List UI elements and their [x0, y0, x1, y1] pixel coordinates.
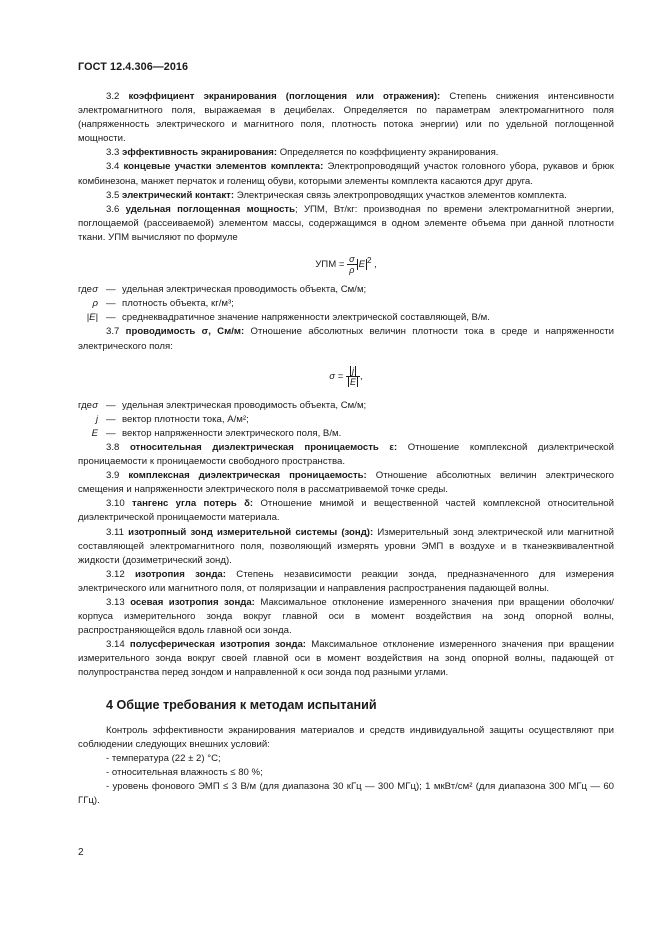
- where-symbol: σ: [92, 284, 98, 296]
- fraction-numerator: [346, 366, 360, 377]
- where-dash: —: [106, 284, 116, 296]
- clause-text: Максимальное отклонение измеренного значения при вращении оболочки/корпуса измерительного зонда вокруг главной оси в момент воздействия на зонд опорной волны, распространяющейся вдоль главной оси зонда.: [78, 596, 614, 637]
- clause-term: полусферическая изотропия зонда:: [129, 639, 306, 651]
- clause-term: проводимость σ, См/м:: [125, 326, 245, 338]
- where-symbol: σ: [92, 399, 98, 411]
- where-symbol: |E|: [86, 312, 98, 324]
- clause-3-4: [78, 160, 614, 188]
- clause-term: концевые участки элементов комплекта:: [123, 161, 324, 173]
- formula-exponent: 2: [366, 256, 372, 266]
- clause-number: 3.12: [106, 568, 125, 580]
- clause-number: 3.2: [106, 91, 120, 102]
- clause-text: Отношение мнимой и вещественной частей комплексной относительной диэлектрической проницаемости материала.: [78, 498, 614, 524]
- clause-3-10: [78, 497, 614, 525]
- clause-3-9: [78, 469, 614, 497]
- clause-3-12: [78, 568, 614, 596]
- clause-3-11: [78, 526, 614, 568]
- formula-expression: [329, 366, 362, 387]
- clause-3-14: [78, 638, 614, 680]
- formula-tail: ,: [374, 259, 377, 271]
- where-symbol: j: [95, 413, 98, 425]
- formula-equals: =: [337, 370, 344, 382]
- clause-3-2: [78, 90, 614, 146]
- clause-number: 3.4: [106, 161, 120, 173]
- clause-term: электрический контакт:: [122, 189, 235, 201]
- fraction-denominator: [346, 377, 360, 387]
- clause-term: коэффициент экранирования (поглощения или отражения):: [128, 91, 441, 102]
- clause-3-13: [78, 596, 614, 638]
- clause-number: 3.7: [106, 326, 120, 338]
- clause-text: Отношение абсолютных величин электрического смещения и напряженности электрического поля в рассматриваемой точке среды.: [78, 470, 615, 496]
- formula-fraction: [347, 254, 356, 275]
- abs-current-density: j: [352, 365, 355, 376]
- formula-equals: =: [338, 259, 345, 271]
- clause-term: тангенс угла потерь δ:: [132, 498, 254, 510]
- where-row: [78, 413, 614, 427]
- clause-term: удельная поглощенная мощность: [125, 203, 295, 215]
- where-dash: —: [106, 413, 116, 425]
- condition-item: - температура (22 ± 2) °С;: [106, 752, 221, 764]
- clause-text: Определяется по коэффициенту экранирования.: [277, 147, 499, 159]
- where-row: [78, 311, 614, 325]
- formula-fraction: [346, 366, 360, 387]
- clause-text: Электрическая связь электропроводящих участков элементов комплекта.: [234, 189, 567, 201]
- where-lead: где: [78, 399, 93, 411]
- where-row: [78, 297, 614, 311]
- clause-number: 3.6: [106, 203, 120, 215]
- where-symbol: ρ: [92, 298, 98, 310]
- clause-term: комплексная диэлектрическая проницаемость:: [128, 470, 367, 482]
- where-text: плотность объекта, кг/м³;: [122, 298, 234, 310]
- clause-3-7: [78, 325, 614, 353]
- clause-number: 3.10: [106, 498, 125, 510]
- where-dash: —: [106, 427, 116, 439]
- fraction-numerator: σ: [349, 254, 355, 265]
- where-text: вектор плотности тока, А/м²;: [122, 413, 249, 425]
- clause-text: Максимальное отклонение измеренного значения при вращении измерительного зонда вокруг своей главной оси в момент воздействия на зонд опорной волны, падающей от полупространства перед зондом и направленной к оси зонда под разными углами.: [78, 639, 614, 679]
- formula-abs-var: E: [358, 259, 365, 271]
- formula-sar: [78, 254, 614, 275]
- fraction-denominator: ρ: [349, 265, 355, 276]
- clause-number: 3.9: [106, 470, 120, 482]
- document-header: ГОСТ 12.4.306—2016: [78, 61, 189, 73]
- where-lead: где: [78, 284, 93, 296]
- clause-number: 3.3: [106, 147, 120, 159]
- where-list-1: [78, 283, 614, 325]
- clause-text: ; УПМ, Вт/кг: производная по времени электромагнитной энергии, поглощаемой (рассеиваемой) элементом массы, содержащимся в одном элементе объема при данной плотности ткани. УПМ вычисляют по формуле: [78, 203, 614, 243]
- clause-text: Измерительный зонд электрической или магнитной составляющей электромагнитного поля, позволяющий измерять уровни ЭМП в воздухе и в тканеэквивалентной жидкости (дозиметрический зонд).: [78, 526, 615, 566]
- clause-term: изотропный зонд измерительной системы (зонд):: [128, 526, 374, 538]
- document-body: [78, 90, 614, 808]
- where-text: вектор напряженности электрического поля, В/м.: [122, 427, 342, 439]
- where-row: [78, 283, 614, 297]
- condition-item: - уровень фонового ЭМП ≤ 3 В/м (для диапазона 30 кГц — 300 МГц); 1 мкВт/см² (для диапазона 300 МГц — 60 ГГц).: [78, 781, 614, 807]
- formula-tail: ,: [360, 370, 363, 382]
- clause-text: Степень снижения интенсивности электромагнитного поля, выражаемая в децибелах. Определяется по параметрам электромагнитного поля (напряженность электрического и магнитного поля, плотность потока энергии) или по удельной поглощенной мощности.: [78, 91, 614, 145]
- where-text: среднеквадратичное значение напряженности электрической составляющей, В/м.: [122, 312, 490, 324]
- abs-field-strength: E: [350, 376, 357, 387]
- clause-text: Степень независимости реакции зонда, предназначенного для измерения электрического или магнитного поля, от поляризации и направления распространения падающей волны.: [78, 568, 614, 594]
- clause-text: Электропроводящий участок головного убора, рукавов и брюк комбинезона, манжет перчаток и голенищ обуви, которыми элементы комплекта касаются друг друга.: [78, 161, 615, 187]
- where-symbol: E: [91, 427, 98, 439]
- where-row: [78, 399, 614, 413]
- clause-number: 3.8: [106, 441, 120, 453]
- where-dash: —: [106, 399, 116, 411]
- section-4-intro: Контроль эффективности экранирования материалов и средств индивидуальной защиты осуществляют при соблюдении следующих внешних условий:: [78, 724, 614, 750]
- formula-lhs: σ: [329, 370, 336, 382]
- page-number: 2: [78, 847, 84, 858]
- clause-number: 3.11: [106, 526, 124, 538]
- clause-term: относительная диэлектрическая проницаемость ε:: [129, 441, 398, 453]
- clause-3-6: [78, 203, 614, 245]
- where-row: [78, 427, 614, 441]
- clause-number: 3.13: [106, 596, 125, 608]
- clause-text: Отношение комплексной диэлектрической проницаемости к проницаемости свободного пространства.: [78, 441, 614, 468]
- clause-term: осевая изотропия зонда:: [130, 596, 255, 608]
- where-text: удельная электрическая проводимость объекта, См/м;: [122, 284, 367, 296]
- formula-conductivity: [78, 366, 614, 387]
- section-4-heading: 4 Общие требования к методам испытаний: [106, 697, 377, 712]
- where-dash: —: [106, 298, 116, 310]
- where-list-2: [78, 399, 614, 441]
- clause-3-5: [78, 189, 614, 203]
- clause-3-8: [78, 441, 614, 469]
- condition-item: - относительная влажность ≤ 80 %;: [106, 766, 263, 778]
- clause-term: эффективность экранирования:: [122, 147, 278, 159]
- formula-lhs: УПМ: [315, 259, 337, 271]
- clause-number: 3.5: [106, 189, 120, 201]
- clause-term: изотропия зонда:: [135, 568, 226, 580]
- formula-expression: [315, 254, 377, 275]
- where-text: удельная электрическая проводимость объекта, См/м;: [122, 399, 367, 411]
- clause-number: 3.14: [106, 639, 125, 651]
- clause-3-3: [78, 146, 614, 160]
- clause-text: Отношение абсолютных величин плотности тока в среде и напряженности электрического поля:: [78, 326, 614, 352]
- where-dash: —: [106, 312, 116, 324]
